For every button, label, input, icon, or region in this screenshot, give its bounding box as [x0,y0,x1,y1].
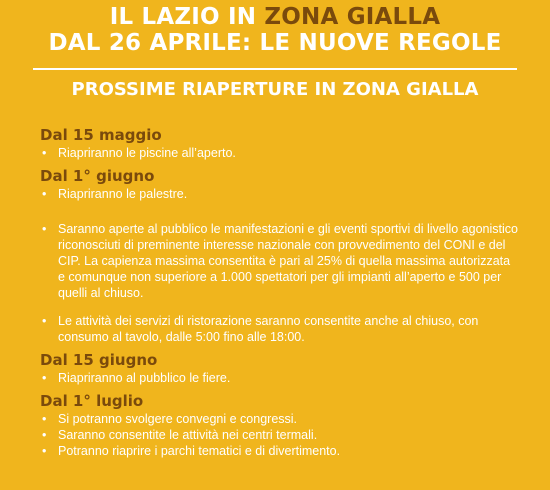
list-item [40,427,520,443]
list-item [40,186,520,202]
section-subtitle: PROSSIME RIAPERTURE IN ZONA GIALLA [71,79,479,100]
item-list [40,186,520,345]
list-item [40,370,520,386]
item-list [40,411,520,459]
headline-line-2: DAL 26 APRILE: LE NUOVE REGOLE [48,30,502,56]
list-item [40,221,520,301]
headline-prefix: IL LAZIO IN [109,4,265,30]
list-item [40,313,520,345]
item-text: Saranno aperte al pubblico le manifestazioni e gli eventi sportivi di livello agonistico riconosciuti di preminente interesse nazionale con provvedimento del CONI e del CIP. La capienza massima consentita è pari al 25% di quella massima autorizzata e comunque non superiore a 1.000 spettatori per gli impianti all’aperto e 500 per quelli al chiuso. [58,222,518,300]
bullet-icon: • [42,314,47,328]
item-list [40,145,520,161]
item-text: Riapriranno le palestre. [58,187,188,201]
item-text: Saranno consentite le attività nei centri termali. [58,428,318,442]
headline-line-1 [0,4,550,30]
bullet-icon: • [42,222,47,236]
item-text: Si potranno svolgere convegni e congressi. [58,412,298,426]
headline-highlight: ZONA GIALLA [264,4,441,30]
item-text: Riapriranno al pubblico le fiere. [58,371,231,385]
item-list [40,370,520,386]
item-text: Potranno riaprire i parchi tematici e di divertimento. [58,444,341,458]
header-divider [33,68,517,70]
bullet-icon: • [42,371,47,385]
list-item [40,443,520,459]
reopenings-list [40,126,520,459]
item-text: Riapriranno le piscine all’aperto. [58,146,236,160]
date-heading: Dal 15 giugno [40,351,158,369]
bullet-icon: • [42,428,47,442]
bullet-icon: • [42,187,47,201]
list-item [40,411,520,427]
page-header [0,0,550,56]
list-item [40,145,520,161]
bullet-icon: • [42,412,47,426]
bullet-icon: • [42,444,47,458]
item-text: Le attività dei servizi di ristorazione saranno consentite anche al chiuso, con consumo al tavolo, dalle 5:00 fino alle 18:00. [58,314,479,344]
date-heading: Dal 1° luglio [40,392,144,410]
date-heading: Dal 15 maggio [40,126,162,144]
date-heading: Dal 1° giugno [40,167,155,185]
bullet-icon: • [42,146,47,160]
